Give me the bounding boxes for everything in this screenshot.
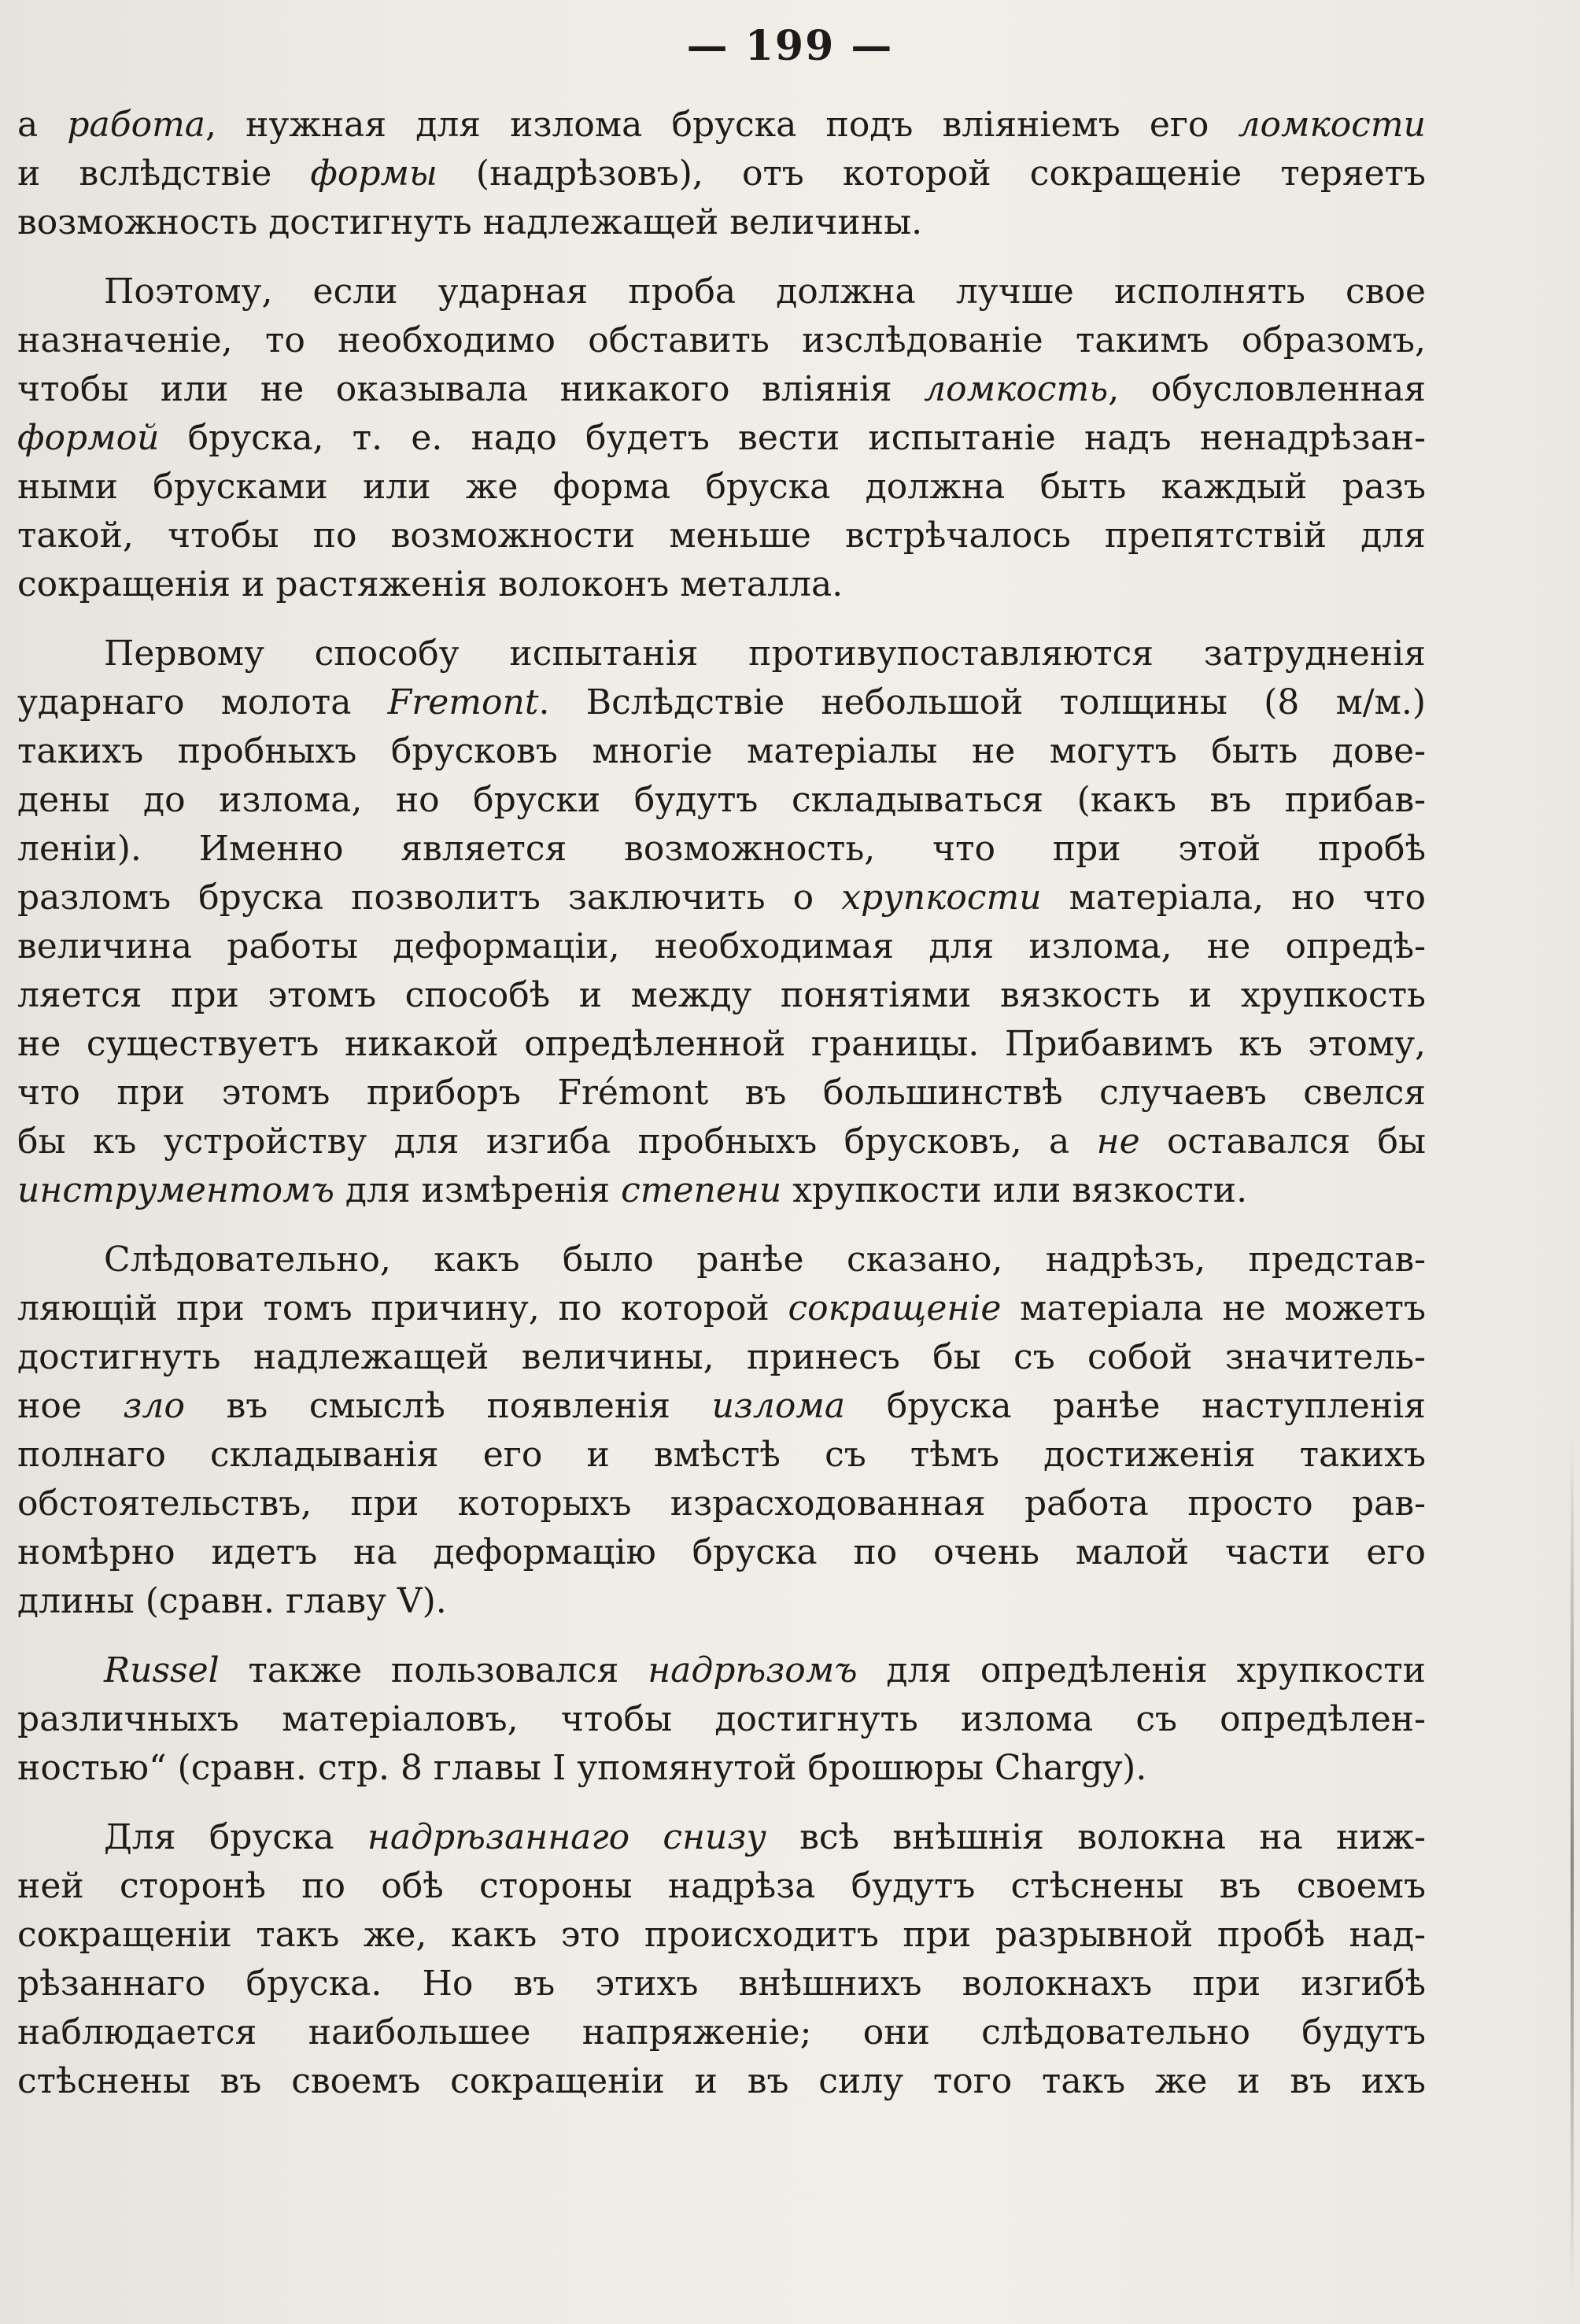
paragraph — [17, 268, 1426, 609]
paragraph — [17, 101, 1426, 247]
text-run: стѣснены въ своемъ сокращеніи и въ силу того такъ же и въ ихъ — [17, 2061, 1426, 2101]
text-run: и вслѣдствіе — [17, 153, 311, 194]
text-run: такой, чтобы по возможности меньше встрѣчалось препятствій для — [17, 515, 1426, 556]
text-line — [17, 1646, 1426, 1695]
text-run: что при этомъ приборъ Frémont въ большинствѣ случаевъ свелся — [17, 1073, 1426, 1113]
text-line — [17, 101, 1426, 150]
italic-run: ломкость — [924, 369, 1109, 409]
text-run: сокращеніи такъ же, какъ это происходитъ при разрывной пробѣ над- — [17, 1915, 1426, 1955]
text-line — [17, 1284, 1426, 1333]
text-run: ударнаго молота — [17, 682, 388, 722]
body-text — [17, 101, 1426, 2126]
text-run: величина работы деформаціи, необходимая для излома, не опредѣ- — [17, 926, 1426, 966]
text-run: ляющій при томъ причину, по которой — [17, 1288, 788, 1328]
italic-run: работа — [67, 105, 206, 145]
text-line — [17, 874, 1426, 922]
italic-run: надрѣзаннаго снизу — [367, 1817, 766, 1857]
text-run: бы къ устройству для изгиба пробныхъ брусковъ, а — [17, 1121, 1097, 1162]
text-run: оставался бы — [1139, 1121, 1427, 1162]
page-number: — 199 — — [686, 22, 894, 70]
italic-run: инструментомъ — [17, 1170, 334, 1210]
text-line — [17, 1744, 1426, 1793]
text-line — [17, 1333, 1426, 1382]
text-line — [17, 2057, 1426, 2106]
text-run: дены до излома, но бруски будутъ складываться (какъ въ прибав- — [17, 780, 1426, 820]
text-line — [17, 1695, 1426, 1744]
text-run: рѣзаннаго бруска. Но въ этихъ внѣшнихъ волокнахъ при изгибѣ — [17, 1964, 1426, 2004]
paragraph — [17, 1813, 1426, 2106]
text-line — [17, 1813, 1426, 1862]
text-line — [17, 1118, 1426, 1166]
paragraph — [17, 1646, 1426, 1793]
text-run: назначеніе, то необходимо обставить изслѣдованіе такимъ образомъ, — [17, 320, 1426, 360]
italic-run: формы — [310, 153, 437, 194]
text-run: разломъ бруска позволитъ заключить о — [17, 878, 842, 918]
paragraph — [17, 1236, 1426, 1626]
text-line — [17, 198, 1426, 247]
text-line — [17, 1862, 1426, 1911]
text-line — [17, 630, 1426, 678]
text-line — [17, 1960, 1426, 2008]
text-line — [17, 1069, 1426, 1118]
text-line — [17, 1431, 1426, 1480]
italic-run: излома — [711, 1386, 846, 1426]
text-run: Первому способу испытанія противупоставляются затрудненія — [104, 634, 1426, 674]
text-line — [17, 1911, 1426, 1960]
italic-run: не — [1096, 1121, 1140, 1162]
text-line — [17, 512, 1426, 560]
text-line — [17, 1577, 1426, 1626]
text-run: номѣрно идетъ на деформацію бруска по очень малой части его — [17, 1532, 1426, 1572]
italic-run: сокращеніе — [788, 1288, 1002, 1328]
text-line — [17, 1166, 1426, 1215]
text-run: также пользовался — [219, 1650, 648, 1690]
text-run: ное — [17, 1386, 124, 1426]
text-run: , нужная для излома бруска подъ вліяніемъ его — [205, 105, 1239, 145]
text-run: леніи). Именно является возможность, что при этой пробѣ — [17, 829, 1426, 869]
italic-run: формой — [17, 418, 160, 458]
text-run: бруска ранѣе наступленія — [845, 1386, 1426, 1426]
italic-run: Fremont — [387, 682, 539, 722]
text-run: а — [17, 105, 68, 145]
text-line — [17, 971, 1426, 1020]
text-run: различныхъ матеріаловъ, чтобы достигнуть излома съ опредѣлен- — [17, 1699, 1426, 1739]
text-line — [17, 463, 1426, 512]
text-line — [17, 922, 1426, 971]
italic-run: зло — [123, 1386, 185, 1426]
text-line — [17, 150, 1426, 198]
text-run: матеріала не можетъ — [1001, 1288, 1426, 1328]
text-line — [17, 2008, 1426, 2057]
text-run: ными брусками или же форма бруска должна быть каждый разъ — [17, 467, 1426, 507]
text-line — [17, 1382, 1426, 1431]
text-run: возможность достигнуть надлежащей величины. — [17, 202, 923, 242]
text-run: ней сторонѣ по обѣ стороны надрѣза будутъ стѣснены въ своемъ — [17, 1866, 1426, 1906]
text-run: для опредѣленія хрупкости — [857, 1650, 1426, 1690]
text-line — [17, 1020, 1426, 1069]
text-run: не существуетъ никакой опредѣленной границы. Прибавимъ къ этому, — [17, 1024, 1426, 1064]
text-run: такихъ пробныхъ брусковъ многіе матеріалы не могутъ быть дове- — [17, 731, 1426, 771]
text-run: (надрѣзовъ), отъ которой сокращеніе теряетъ — [437, 153, 1427, 194]
italic-run: Russel — [104, 1650, 220, 1690]
text-run: въ смыслѣ появленія — [184, 1386, 712, 1426]
text-line — [17, 316, 1426, 365]
text-run: полнаго складыванія его и вмѣстѣ съ тѣмъ достиженія такихъ — [17, 1435, 1426, 1475]
italic-run: надрѣзомъ — [648, 1650, 858, 1690]
text-line — [17, 1236, 1426, 1284]
text-line — [17, 560, 1426, 609]
text-run: чтобы или не оказывала никакого вліянія — [17, 369, 925, 409]
text-run: Для бруска — [104, 1817, 367, 1857]
text-line — [17, 268, 1426, 316]
italic-run: хрупкости — [841, 878, 1042, 918]
margin-mark — [1571, 1432, 1574, 2298]
text-run: наблюдается наибольшее напряженіе; они слѣдовательно будутъ — [17, 2012, 1426, 2052]
text-run: Поэтому, если ударная проба должна лучше исполнять свое — [104, 272, 1426, 312]
text-line — [17, 414, 1426, 463]
text-run: обстоятельствъ, при которыхъ израсходованная работа просто рав- — [17, 1483, 1426, 1524]
italic-run: ломкости — [1238, 105, 1426, 145]
italic-run: степени — [621, 1170, 782, 1210]
text-run: достигнуть надлежащей величины, принесъ бы съ собой значитель- — [17, 1337, 1426, 1377]
text-line — [17, 727, 1426, 776]
text-run: ностью“ (сравн. стр. 8 главы I упомянутой брошюры Chargy). — [17, 1748, 1147, 1788]
text-run: всѣ внѣшнія волокна на ниж- — [766, 1817, 1427, 1857]
text-run: . Вслѣдствіе небольшой толщины (8 м/м.) — [538, 682, 1426, 722]
text-run: хрупкости или вязкости. — [781, 1170, 1248, 1210]
text-line — [17, 1480, 1426, 1528]
text-run: матеріала, но что — [1041, 878, 1426, 918]
text-run: сокращенія и растяженія волоконъ металла. — [17, 564, 844, 604]
text-line — [17, 365, 1426, 414]
text-line — [17, 825, 1426, 874]
text-line — [17, 776, 1426, 825]
text-run: бруска, т. е. надо будетъ вести испытаніе надъ ненадрѣзан- — [159, 418, 1426, 458]
text-run: Слѣдовательно, какъ было ранѣе сказано, надрѣзъ, представ- — [104, 1240, 1426, 1280]
text-run: для измѣренія — [334, 1170, 622, 1210]
text-run: , обусловленная — [1108, 369, 1426, 409]
text-run: длины (сравн. главу V). — [17, 1581, 447, 1621]
paragraph — [17, 630, 1426, 1215]
text-line — [17, 678, 1426, 727]
text-run: ляется при этомъ способѣ и между понятіями вязкость и хрупкость — [17, 975, 1426, 1015]
text-line — [17, 1528, 1426, 1577]
